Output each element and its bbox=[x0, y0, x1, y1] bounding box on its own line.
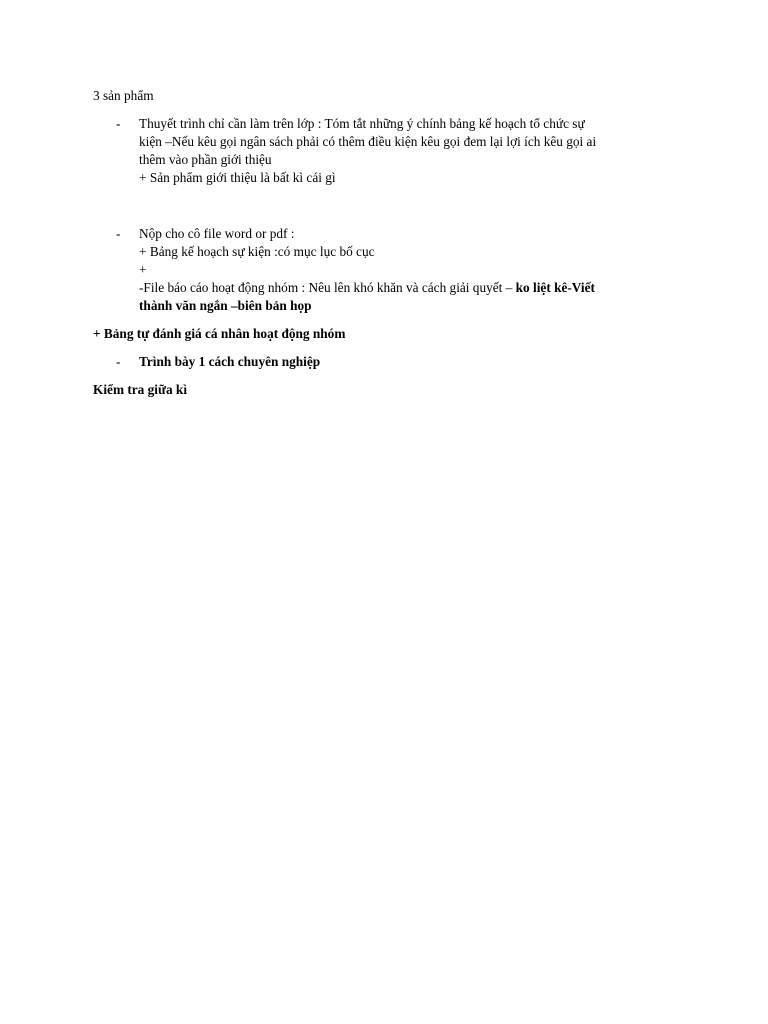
bold-text-run: ko liệt kê-Viết bbox=[515, 280, 595, 295]
bullet-dash: - bbox=[116, 226, 121, 241]
text-line: + bbox=[139, 262, 147, 277]
text-line: + Bảng kế hoạch sự kiện :có mục lục bố cục bbox=[139, 244, 375, 259]
self-evaluation-line: + Bảng tự đánh giá cá nhân hoạt động nhóm bbox=[93, 326, 346, 341]
list-item-presentation bbox=[139, 115, 679, 187]
list-item-submission bbox=[139, 225, 679, 315]
text-line: + Sản phẩm giới thiệu là bất kì cái gì bbox=[139, 170, 336, 185]
bullet-dash: - bbox=[116, 116, 121, 131]
bold-text-line: thành văn ngắn –biên bản họp bbox=[139, 298, 312, 313]
bullet-dash: - bbox=[116, 354, 121, 369]
text-line: kiện –Nếu kêu gọi ngân sách phải có thêm điều kiện kêu gọi đem lại lợi ích kêu gọi ai bbox=[139, 134, 597, 149]
text-line: Nộp cho cô file word or pdf : bbox=[139, 226, 295, 241]
section-heading: 3 sản phẩm bbox=[93, 88, 154, 103]
text-line: Thuyết trình chỉ cần làm trên lớp : Tóm tắt những ý chính bảng kế hoạch tổ chức sự bbox=[139, 116, 585, 131]
midterm-heading: Kiểm tra giữa kì bbox=[93, 382, 188, 397]
text-line bbox=[139, 279, 679, 297]
text-line: thêm vào phần giới thiệu bbox=[139, 152, 272, 167]
list-item-professional: Trình bày 1 cách chuyên nghiệp bbox=[139, 354, 321, 369]
text-run: -File báo cáo hoạt động nhóm : Nêu lên khó khăn và cách giải quyết – bbox=[139, 280, 516, 295]
